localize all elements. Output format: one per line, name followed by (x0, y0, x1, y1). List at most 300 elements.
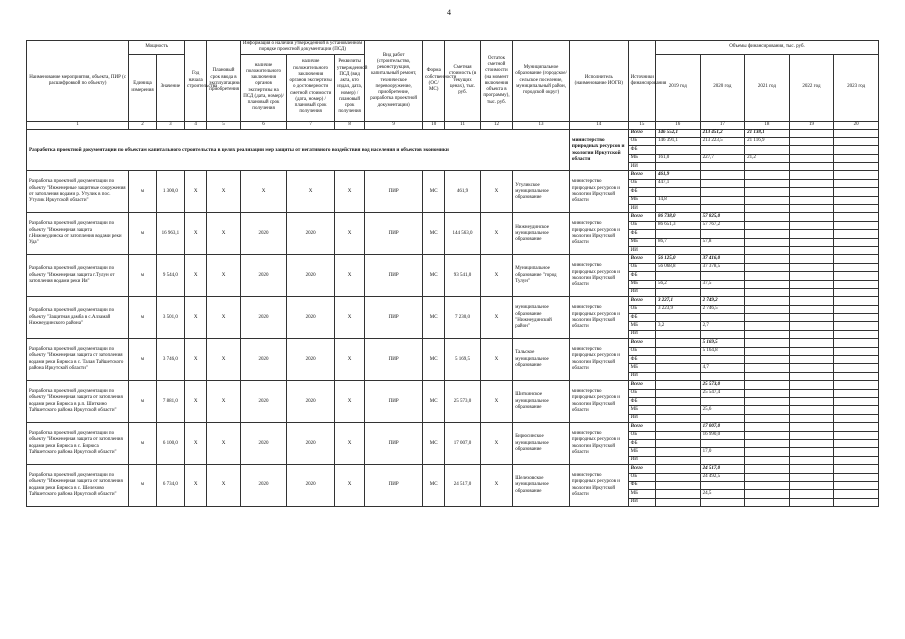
funding-value: 17,0 (700, 448, 745, 456)
funding-value (656, 406, 701, 414)
estimated-cost: 17 007,0 (445, 423, 480, 465)
funding-value: 37 378,5 (700, 263, 745, 271)
psd-details: X (334, 465, 364, 507)
funding-value (745, 280, 790, 288)
funding-source: ИИ (628, 246, 655, 254)
funding-value (656, 330, 701, 338)
header-ownership: Форма собственности (ОС/МС) (423, 41, 445, 122)
funding-value: 14,8 (656, 196, 701, 204)
funding-value (745, 146, 790, 154)
funding-source: ИИ (628, 456, 655, 464)
funding-value (656, 431, 701, 439)
funding-source: МБ (628, 364, 655, 372)
executor: министерство природных ресурсов и экологии Иркутской области (569, 171, 628, 213)
funding-source: ИИ (628, 205, 655, 213)
funding-value: 3 227,1 (656, 297, 701, 305)
funding-value: 86,7 (656, 238, 701, 246)
psd-cost-expertise: 2020 (287, 297, 335, 339)
capacity-value: 16 963,1 (156, 213, 184, 255)
funding-value (656, 473, 701, 481)
funding-value: 21 138,1 (745, 129, 790, 137)
funding-value (656, 314, 701, 322)
ownership: МС (423, 381, 445, 423)
municipality: Нижнеудинское муниципальное образование (513, 213, 570, 255)
funding-value (745, 431, 790, 439)
funding-value: 213 451,2 (700, 129, 745, 137)
funding-value (789, 305, 834, 313)
funding-value: 24,5 (700, 490, 745, 498)
funding-value (656, 465, 701, 473)
funding-value (745, 297, 790, 305)
funding-value (745, 288, 790, 296)
table-row (27, 171, 879, 179)
estimated-cost: 144 563,0 (445, 213, 480, 255)
capacity-value: 6 734,0 (156, 465, 184, 507)
funding-value: 2,7 (700, 322, 745, 330)
remaining-cost: X (480, 297, 512, 339)
funding-value (834, 398, 879, 406)
funding-value: 146 391,1 (656, 137, 701, 145)
funding-value (789, 364, 834, 372)
year-start: X (185, 465, 207, 507)
column-number: 5 (207, 121, 240, 129)
funding-value: 56,2 (656, 280, 701, 288)
ownership: МС (423, 339, 445, 381)
funding-value (834, 330, 879, 338)
psd-details: X (334, 423, 364, 465)
funding-source: МБ (628, 448, 655, 456)
funding-value (656, 456, 701, 464)
funding-value (745, 163, 790, 171)
estimated-cost: 7 230,0 (445, 297, 480, 339)
funding-value (745, 364, 790, 372)
funding-value (700, 171, 745, 179)
estimated-cost: 5 169,5 (445, 339, 480, 381)
psd-details: X (334, 255, 364, 297)
funding-source: Всего (628, 465, 655, 473)
funding-value (789, 163, 834, 171)
funding-value (700, 356, 745, 364)
column-number: 14 (569, 121, 628, 129)
funding-value (834, 230, 879, 238)
table-row (27, 465, 879, 473)
funding-source: ИИ (628, 330, 655, 338)
psd-expertise: X (240, 171, 287, 213)
psd-cost-expertise: 2020 (287, 465, 335, 507)
funding-value (745, 238, 790, 246)
executor: министерство природных ресурсов и экологии Иркутской области (569, 465, 628, 507)
year-start: X (185, 171, 207, 213)
funding-value: 21,2 (745, 154, 790, 162)
funding-value (700, 163, 745, 171)
funding-source: ФБ (628, 481, 655, 489)
psd-cost-expertise: 2020 (287, 381, 335, 423)
psd-expertise: 2020 (240, 465, 287, 507)
funding-value (834, 129, 879, 137)
funding-value (700, 314, 745, 322)
psd-cost-expertise: 2020 (287, 423, 335, 465)
funding-value: 86 738,0 (656, 213, 701, 221)
funding-value (789, 137, 834, 145)
funding-source: ОБ (628, 305, 655, 313)
funding-value (789, 221, 834, 229)
funding-value (789, 196, 834, 204)
funding-source: Всего (628, 171, 655, 179)
header-year-2022: 2022 год (789, 54, 834, 121)
header-estimated-cost: Сметная стоимость (в текущих ценах), тыс. руб. (445, 41, 480, 122)
estimated-cost: 93 541,0 (445, 255, 480, 297)
capacity-unit: м (129, 339, 156, 381)
year-start: X (185, 339, 207, 381)
funding-value (700, 398, 745, 406)
capacity-unit: м (129, 381, 156, 423)
funding-value (745, 490, 790, 498)
funding-value (745, 314, 790, 322)
funding-value (834, 364, 879, 372)
column-number: 17 (700, 121, 745, 129)
object-name: Разработка проектной документации по объекту "Инженерная защита от затопления водами реки Бирюса в р.п. Шиткино Тайшетского района Иркутской области" (27, 381, 129, 423)
column-number: 2 (129, 121, 156, 129)
planned-date: X (207, 339, 240, 381)
funding-value (789, 146, 834, 154)
header-year-2021: 2021 год (745, 54, 790, 121)
funding-value (745, 414, 790, 422)
funding-value (789, 465, 834, 473)
column-number: 18 (745, 121, 790, 129)
funding-value (700, 196, 745, 204)
funding-source: ФБ (628, 314, 655, 322)
funding-value (745, 330, 790, 338)
funding-value (834, 372, 879, 380)
funding-value (834, 137, 879, 145)
funding-value (789, 448, 834, 456)
funding-value (656, 498, 701, 506)
psd-expertise: 2020 (240, 423, 287, 465)
funding-value (656, 339, 701, 347)
funding-value (789, 473, 834, 481)
funding-value (700, 456, 745, 464)
remaining-cost: X (480, 339, 512, 381)
funding-value (656, 246, 701, 254)
funding-value (789, 431, 834, 439)
funding-source: Всего (628, 129, 655, 137)
funding-value (834, 322, 879, 330)
funding-value (656, 347, 701, 355)
header-funding-volumes: Объемы финансирования, тыс. руб. (656, 41, 879, 55)
ownership: МС (423, 171, 445, 213)
header-funding-source: Источники финансирования (628, 41, 655, 122)
funding-value (834, 188, 879, 196)
funding-value (834, 448, 879, 456)
funding-value: 25 547,4 (700, 389, 745, 397)
funding-value: 5 169,5 (700, 339, 745, 347)
work-type: ПИР (365, 171, 423, 213)
funding-value (834, 221, 879, 229)
funding-value: 16 990,0 (700, 431, 745, 439)
funding-source: Всего (628, 213, 655, 221)
table-row (27, 297, 879, 305)
header-unit: Единица измерения (129, 54, 156, 121)
municipality: Бирюсинское муниципальное образование (513, 423, 570, 465)
funding-value (700, 179, 745, 187)
funding-value (745, 188, 790, 196)
capacity-value: 6 100,0 (156, 423, 184, 465)
capacity-unit: м (129, 423, 156, 465)
funding-value (834, 263, 879, 271)
municipality: Шиткинское муниципальное образование (513, 381, 570, 423)
funding-source: ОБ (628, 347, 655, 355)
table-row (27, 423, 879, 431)
planned-date: X (207, 171, 240, 213)
funding-value (745, 448, 790, 456)
funding-value (789, 205, 834, 213)
funding-value (789, 314, 834, 322)
column-number: 15 (628, 121, 655, 129)
funding-table (26, 40, 879, 507)
funding-value (745, 205, 790, 213)
psd-details: X (334, 297, 364, 339)
funding-value (656, 146, 701, 154)
column-number: 20 (834, 121, 879, 129)
funding-value (834, 154, 879, 162)
capacity-value: 7 881,0 (156, 381, 184, 423)
funding-value (656, 163, 701, 171)
funding-value: 57 767,2 (700, 221, 745, 229)
funding-value (700, 439, 745, 447)
funding-value: 25 573,0 (700, 381, 745, 389)
column-number: 10 (423, 121, 445, 129)
funding-value (745, 356, 790, 364)
funding-value (789, 255, 834, 263)
year-start: X (185, 423, 207, 465)
funding-value (834, 414, 879, 422)
section-row (27, 129, 879, 137)
funding-value: 86 651,3 (656, 221, 701, 229)
page-number: 4 (447, 8, 451, 17)
funding-source: ОБ (628, 263, 655, 271)
funding-value (700, 272, 745, 280)
funding-value (700, 481, 745, 489)
funding-value (745, 465, 790, 473)
work-type: ПИР (365, 297, 423, 339)
funding-value: 56 125,0 (656, 255, 701, 263)
object-name: Разработка проектной документации по объекту "Инженерная защита от затопления водами реки Бирюса в с. Шелехово Тайшетского района Иркутской области" (27, 465, 129, 507)
funding-value (789, 179, 834, 187)
funding-source: Всего (628, 381, 655, 389)
psd-details: X (334, 171, 364, 213)
funding-value (834, 297, 879, 305)
column-number: 3 (156, 121, 184, 129)
work-type: ПИР (365, 255, 423, 297)
object-name: Разработка проектной документации по объекту "Инженерная защита г.Тулун от затопления водами реки Ия" (27, 255, 129, 297)
funding-value (745, 272, 790, 280)
funding-source: ИИ (628, 372, 655, 380)
funding-value: 37,5 (700, 280, 745, 288)
remaining-cost: X (480, 423, 512, 465)
funding-value (656, 490, 701, 498)
funding-value (834, 356, 879, 364)
table-header (27, 41, 879, 130)
funding-value (745, 221, 790, 229)
funding-value (656, 356, 701, 364)
remaining-cost: X (480, 213, 512, 255)
funding-value (789, 389, 834, 397)
funding-source: ФБ (628, 188, 655, 196)
funding-value (700, 146, 745, 154)
header-remaining-cost: Остаток сметной стоимости (на момент включения объекта в программу), тыс. руб. (480, 41, 512, 122)
funding-value (834, 288, 879, 296)
psd-details: X (334, 213, 364, 255)
capacity-unit: м (129, 213, 156, 255)
header-executor: Исполнитель (наименование ИОГВ) (569, 41, 628, 122)
funding-value (700, 188, 745, 196)
municipality: муниципальное образование "Нижнеудинский район" (513, 297, 570, 339)
planned-date: X (207, 297, 240, 339)
funding-value (789, 263, 834, 271)
psd-expertise: 2020 (240, 255, 287, 297)
psd-expertise: 2020 (240, 213, 287, 255)
funding-value (789, 439, 834, 447)
funding-source: ИИ (628, 498, 655, 506)
funding-value (789, 398, 834, 406)
funding-value (745, 305, 790, 313)
funding-source: МБ (628, 490, 655, 498)
funding-source: ОБ (628, 389, 655, 397)
capacity-unit: м (129, 171, 156, 213)
funding-value (789, 339, 834, 347)
funding-value (834, 205, 879, 213)
capacity-unit: м (129, 297, 156, 339)
work-type: ПИР (365, 465, 423, 507)
executor: министерство природных ресурсов и экологии Иркутской области (569, 297, 628, 339)
funding-value (834, 490, 879, 498)
municipality: Утуликское муниципальное образование (513, 171, 570, 213)
funding-value (834, 163, 879, 171)
funding-value (789, 230, 834, 238)
funding-value (789, 414, 834, 422)
funding-value: 161,0 (656, 154, 701, 162)
funding-value (745, 347, 790, 355)
funding-value (789, 280, 834, 288)
ownership: МС (423, 297, 445, 339)
funding-value (656, 205, 701, 213)
funding-source: ФБ (628, 272, 655, 280)
funding-value (834, 196, 879, 204)
funding-value (789, 347, 834, 355)
planned-date: X (207, 465, 240, 507)
funding-source: Всего (628, 423, 655, 431)
executor: министерство природных ресурсов и экологии Иркутской области (569, 381, 628, 423)
funding-value: 461,9 (656, 171, 701, 179)
funding-value (656, 439, 701, 447)
funding-value (789, 481, 834, 489)
funding-source: ОБ (628, 473, 655, 481)
funding-value (834, 314, 879, 322)
municipality: Муниципальное образование "город Тулун" (513, 255, 570, 297)
funding-value: 146 552,1 (656, 129, 701, 137)
funding-value (789, 381, 834, 389)
funding-source: Всего (628, 339, 655, 347)
funding-value: 21 116,9 (745, 137, 790, 145)
header-work-type: Вид работ (строительство, реконструкция, капитальный ремонт, техническое перевооружение, приобретение, разработка проектной документации) (365, 41, 423, 122)
funding-value (834, 238, 879, 246)
section-executor: министерство природных ресурсов и экологии Иркутской области (569, 129, 628, 171)
funding-value (745, 372, 790, 380)
table-row (27, 381, 879, 389)
funding-value (656, 423, 701, 431)
funding-value (700, 246, 745, 254)
ownership: МС (423, 465, 445, 507)
header-psd-info: Информация о наличии утвержденной в установленном порядке проектной документации (ПСД) (240, 41, 365, 55)
funding-value (789, 498, 834, 506)
funding-value (700, 414, 745, 422)
funding-value (834, 246, 879, 254)
funding-value (789, 154, 834, 162)
funding-value (789, 456, 834, 464)
funding-value (834, 213, 879, 221)
column-number: 1 (27, 121, 129, 129)
psd-cost-expertise: 2020 (287, 255, 335, 297)
table-row (27, 339, 879, 347)
executor: министерство природных ресурсов и экологии Иркутской области (569, 339, 628, 381)
funding-value (834, 347, 879, 355)
funding-source: ОБ (628, 179, 655, 187)
funding-value (789, 213, 834, 221)
funding-source: МБ (628, 322, 655, 330)
funding-value (700, 498, 745, 506)
header-year-2023: 2023 год (834, 54, 879, 121)
funding-source: ИИ (628, 163, 655, 171)
funding-value (656, 272, 701, 280)
column-number: 6 (240, 121, 287, 129)
funding-value: 57 825,0 (700, 213, 745, 221)
capacity-value: 9 544,0 (156, 255, 184, 297)
funding-value (789, 246, 834, 254)
object-name: Разработка проектной документации по объекту "Инженерная защита ст затопления водами реки Бирюса в с. Талая Тайшетского района Иркутской области" (27, 339, 129, 381)
column-number: 11 (445, 121, 480, 129)
funding-value (789, 238, 834, 246)
funding-value (789, 490, 834, 498)
psd-cost-expertise: 2020 (287, 339, 335, 381)
planned-date: X (207, 255, 240, 297)
funding-value (789, 297, 834, 305)
funding-value (656, 448, 701, 456)
funding-source: ФБ (628, 230, 655, 238)
funding-value (700, 372, 745, 380)
funding-value (834, 280, 879, 288)
funding-value (745, 263, 790, 271)
funding-value (834, 381, 879, 389)
funding-value (745, 406, 790, 414)
funding-value (745, 255, 790, 263)
funding-source: ОБ (628, 221, 655, 229)
psd-cost-expertise: 2020 (287, 213, 335, 255)
funding-value: 213 223,5 (700, 137, 745, 145)
funding-value (656, 481, 701, 489)
funding-value (834, 423, 879, 431)
funding-source: ФБ (628, 398, 655, 406)
funding-value (656, 398, 701, 406)
psd-details: X (334, 381, 364, 423)
funding-value (789, 129, 834, 137)
funding-source: ИИ (628, 414, 655, 422)
funding-value: 2 746,5 (700, 305, 745, 313)
funding-value (745, 381, 790, 389)
header-psd-a: наличие положительного заключения органов экспертизы на ПСД (дата, номер)/плановый срок получения (240, 54, 287, 121)
column-number: 13 (513, 121, 570, 129)
funding-value (700, 205, 745, 213)
header-year-start: Год начала строительства (185, 41, 207, 122)
